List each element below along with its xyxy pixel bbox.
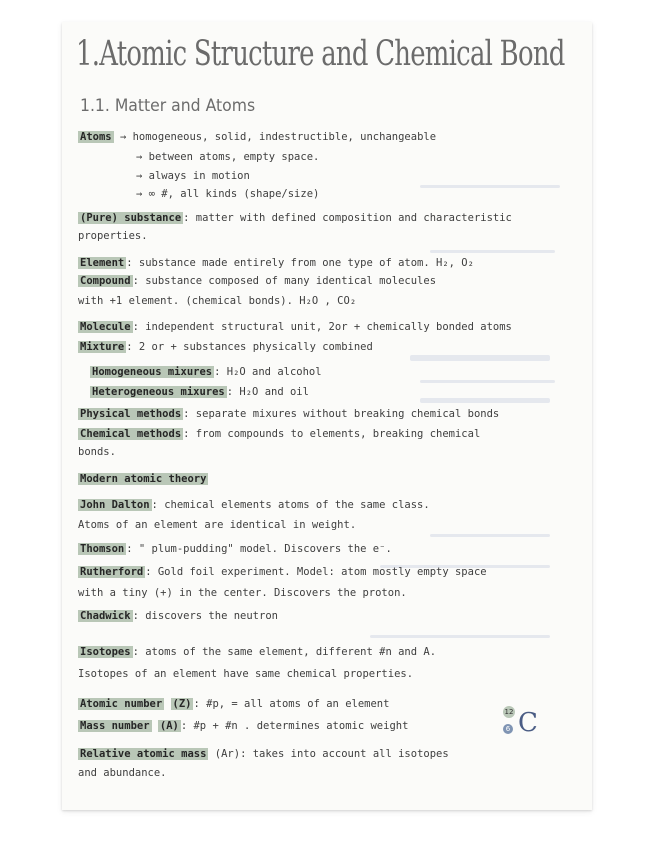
relative-mass-symbol: (Ar) [214,748,241,760]
pure-substance-definition: : matter with defined composition and characteristic [183,212,512,224]
atoms-line-3 [136,170,250,182]
chadwick-definition: : discovers the neutron [132,610,278,622]
arrow-icon: → [136,188,143,200]
chadwick-line [78,610,278,622]
compound-term: Compound [80,275,131,287]
molecule-term: Molecule [80,321,131,333]
atomic-number-badge: 6 [503,724,513,734]
atomic-number-term: Atomic number [80,698,163,710]
molecule-definition: : independent structural unit, 2or + chemically bonded atoms [132,321,512,333]
mass-number-badge: 12 [504,708,514,716]
rutherford-term: Rutherford [80,566,144,578]
arrow-icon: → [136,170,143,182]
atoms-line-4 [136,188,319,200]
chadwick-term: Chadwick [80,610,131,622]
section-title: 1.1. Matter and Atoms [80,96,256,116]
bleed-through-line [430,250,555,253]
heterogeneous-definition: : H₂O and oil [226,386,309,398]
element-line [78,257,474,269]
pure-substance-line [78,212,512,224]
atoms-line-1 [78,131,436,143]
page-title: 1.Atomic Structure and Chemical Bond [76,34,565,74]
relative-mass-definition: : takes into account all isotopes [240,748,449,760]
mass-number-line [78,720,408,732]
mass-number-definition: : #p + #n . determines atomic weight [180,720,409,732]
physical-methods-definition: : separate mixures without breaking chemical bonds [183,408,500,420]
rutherford-line [78,566,487,578]
mass-number-term: Mass number [80,720,150,732]
pure-substance-term: (Pure) substance [80,212,182,224]
bleed-through-line [420,380,555,383]
element-term: Element [80,257,125,269]
atomic-number-definition: : #p, = all atoms of an element [193,698,390,710]
homogeneous-line [90,366,322,378]
heterogeneous-line [90,386,309,398]
heterogeneous-term: Heterogeneous mixures [92,386,225,398]
atoms-term: Atoms [80,131,112,143]
physical-methods-term: Physical methods [80,408,182,420]
compound-line [78,275,436,287]
atoms-line-2 [136,151,319,163]
isotopes-definition: : atoms of the same element, different #n and A. [132,646,437,658]
relative-mass-term: Relative atomic mass [80,748,207,760]
bleed-through-line [370,635,550,638]
dalton-line [78,499,430,511]
element-symbol: C [518,708,538,738]
relative-mass-line-2: and abundance. [78,767,167,779]
element-definition: : substance made entirely from one type of atom. H₂, O₂ [126,257,474,269]
pure-substance-line-2: properties. [78,230,148,242]
dalton-definition: : chemical elements atoms of the same class. [151,499,430,511]
bleed-through-line [410,355,550,361]
mixture-term: Mixture [80,341,125,353]
dalton-line-2: Atoms of an element are identical in weight. [78,519,357,531]
rutherford-line-2: with a tiny (+) in the center. Discovers the proton. [78,587,407,599]
arrow-icon: → [119,131,127,143]
atoms-definition-1: homogeneous, solid, indestructible, unchangeable [132,131,437,143]
chemical-methods-line [78,428,480,440]
homogeneous-definition: : H₂O and alcohol [214,366,322,378]
atoms-definition-2: between atoms, empty space. [148,151,320,163]
bleed-through-line [420,398,550,403]
mixture-line [78,341,373,353]
chemical-methods-line-2: bonds. [78,446,116,458]
atoms-definition-3: always in motion [148,170,250,182]
relative-mass-line [78,748,449,760]
physical-methods-line [78,408,499,420]
atomic-number-line [78,698,389,710]
dalton-term: John Dalton [80,499,150,511]
mass-number-symbol: (A) [159,720,179,732]
atoms-definition-4: ∞ #, all kinds (shape/size) [148,188,320,200]
molecule-line [78,321,512,333]
thomson-line [78,543,392,555]
isotopes-line-2: Isotopes of an element have same chemical properties. [78,668,414,680]
modern-theory-term: Modern atomic theory [80,473,207,485]
homogeneous-term: Homogeneous mixures [92,366,213,378]
arrow-icon: → [136,151,143,163]
isotopes-term: Isotopes [80,646,131,658]
mixture-definition: : 2 or + substances physically combined [126,341,373,353]
compound-definition: : substance composed of many identical molecules [132,275,437,287]
atomic-number-symbol: (Z) [172,698,192,710]
chemical-methods-definition: : from compounds to elements, breaking chemical [183,428,481,440]
compound-line-2: with +1 element. (chemical bonds). H₂O , CO₂ [78,295,357,307]
thomson-term: Thomson [80,543,125,555]
isotopes-line [78,646,436,658]
thomson-definition: : " plum-pudding" model. Discovers the e⁻. [126,543,392,555]
bleed-through-line [420,185,560,188]
modern-theory-heading [78,473,208,485]
rutherford-definition: : Gold foil experiment. Model: atom mostly empty space [145,566,487,578]
bleed-through-line [430,534,550,537]
chemical-methods-term: Chemical methods [80,428,182,440]
